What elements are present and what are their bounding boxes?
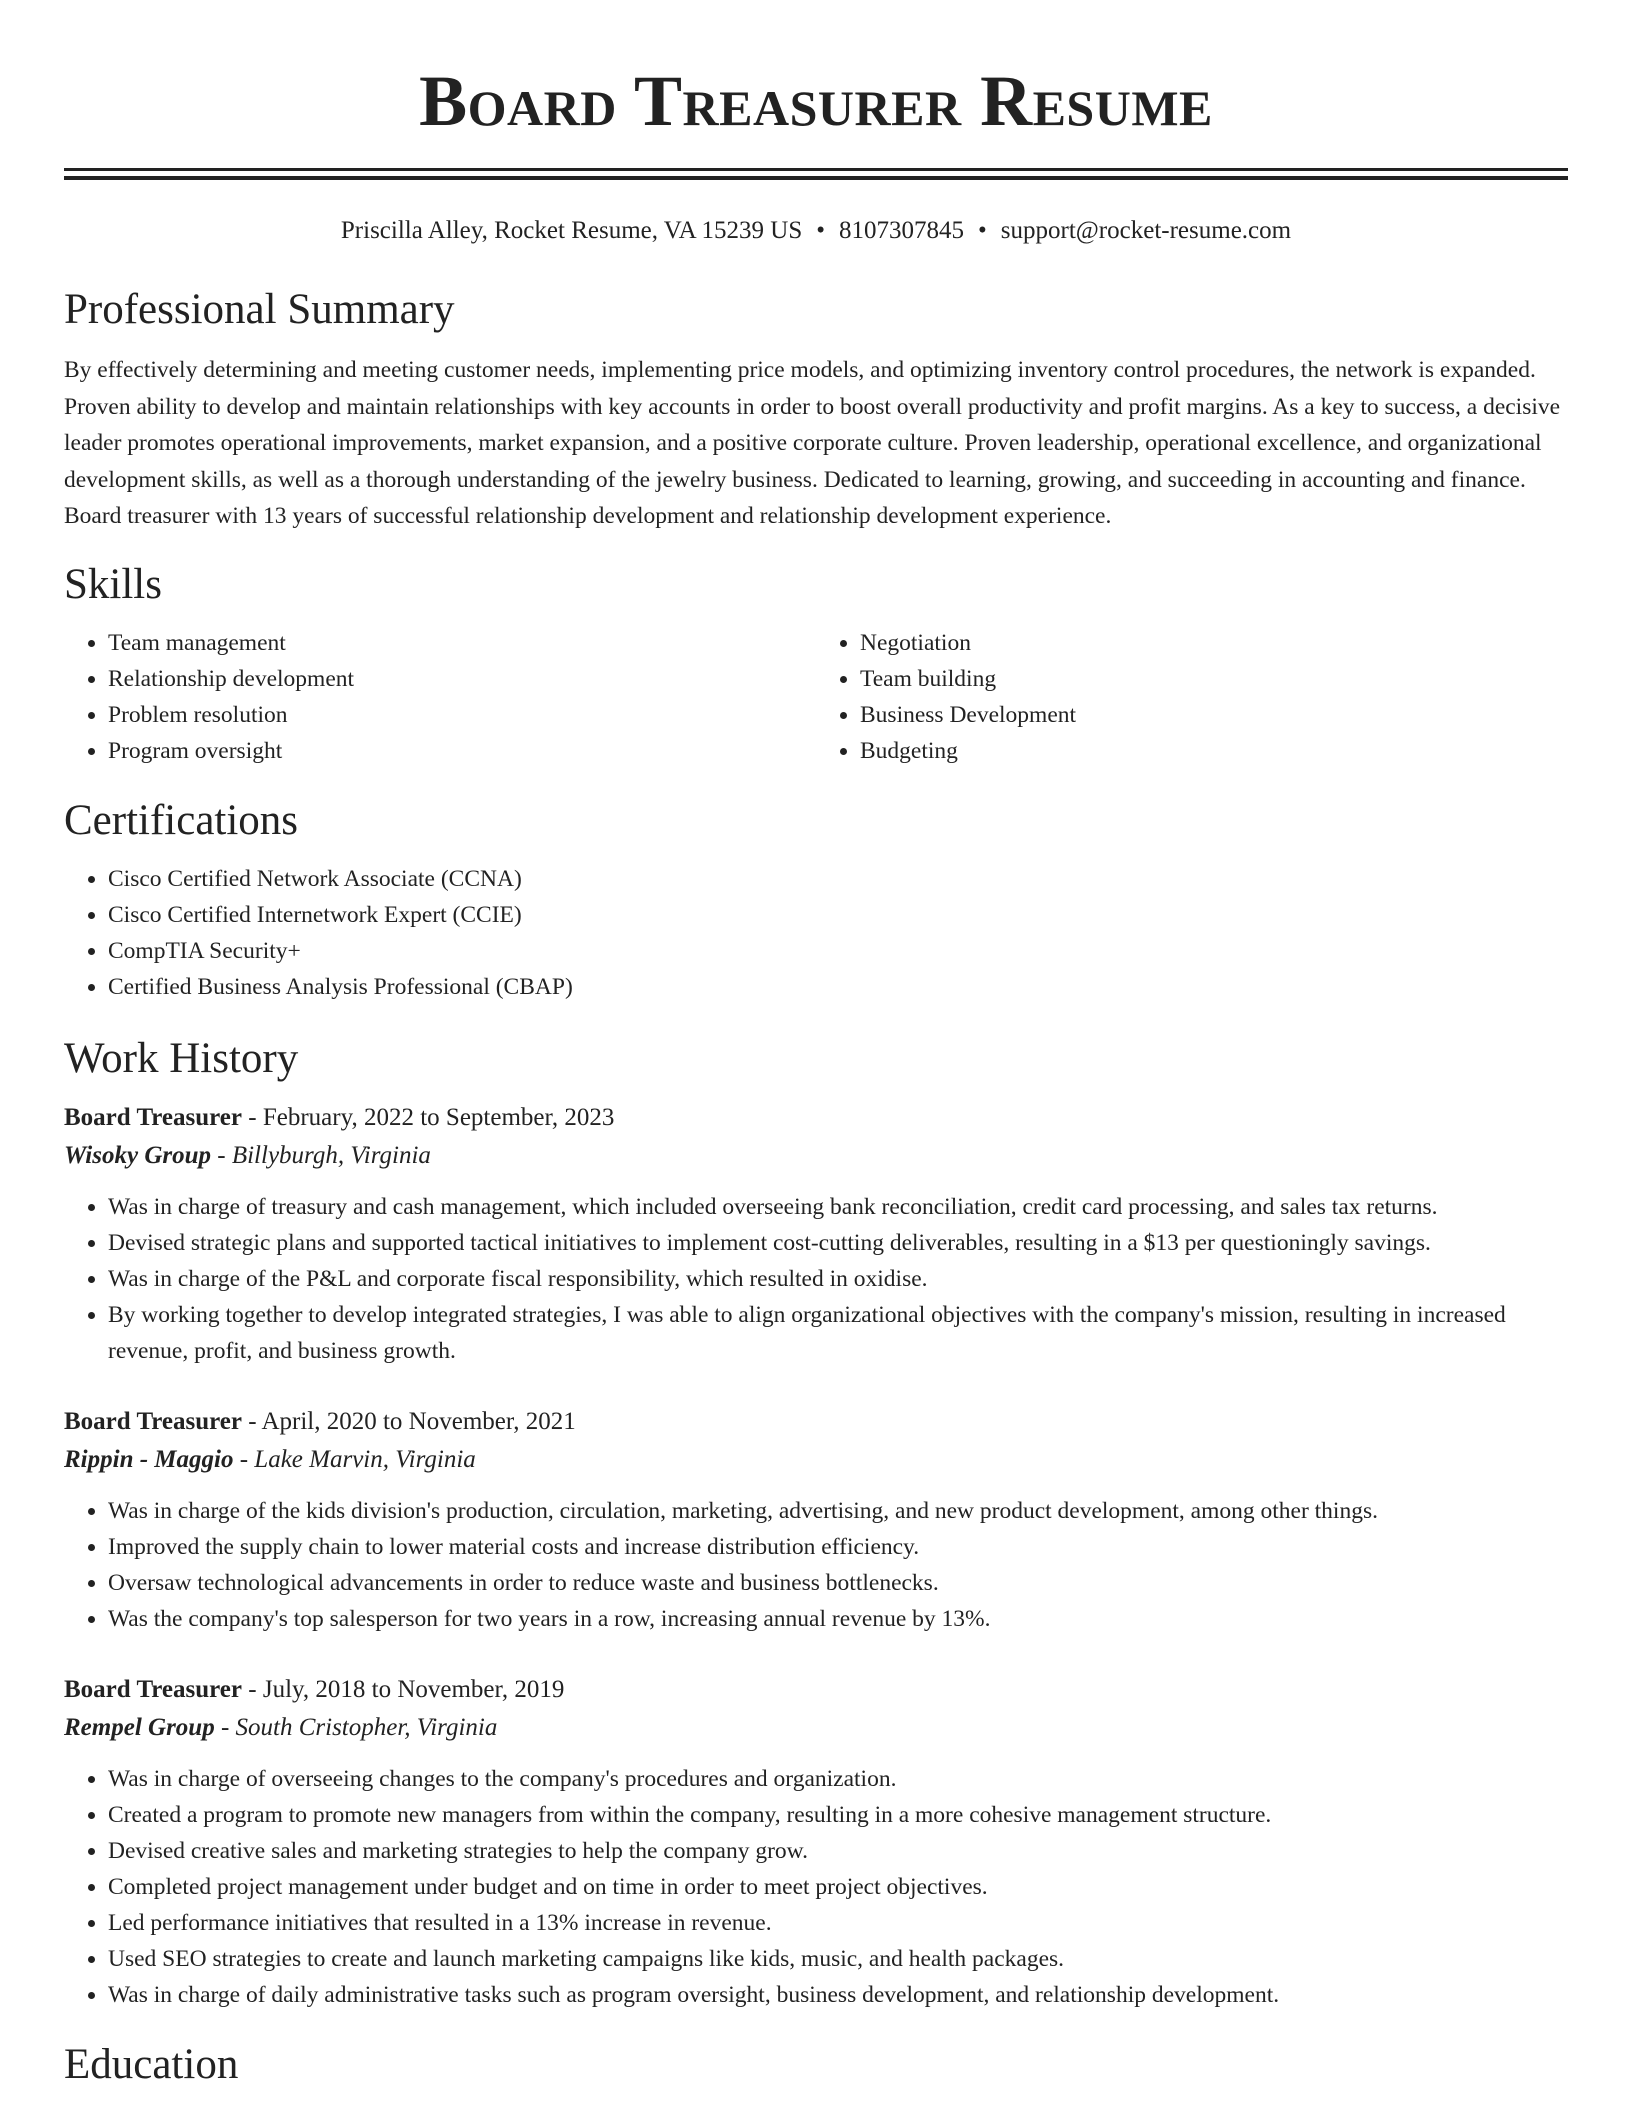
job-bullet: • Used SEO strategies to create and launch marketing campaigns like kids, music, and health packages. — [108, 1941, 1568, 1977]
job-bullet: • Was in charge of overseeing changes to the company's procedures and organization. — [108, 1761, 1568, 1797]
job-company-line — [64, 1709, 1568, 1747]
job-bullet: • Improved the supply chain to lower material costs and increase distribution efficiency. — [108, 1529, 1568, 1565]
job-company-line — [64, 1137, 1568, 1175]
skills-list-right — [816, 625, 1568, 769]
job-company: Rippin - Maggio — [64, 1445, 234, 1473]
contact-phone: 8107307845 — [839, 217, 965, 244]
job-entry — [64, 1671, 1568, 2013]
skill-item: • Team management — [108, 625, 816, 661]
certifications-list — [64, 861, 1568, 1005]
job-title-line — [64, 1403, 1568, 1441]
certification-item: • CompTIA Security+ — [108, 933, 1568, 969]
title-divider-top — [64, 168, 1568, 171]
title-divider-bottom — [64, 176, 1568, 180]
job-bullet: • By working together to develop integrated strategies, I was able to align organizational objectives with the company's mission, resulting in increased revenue, profit, and business growth. — [108, 1297, 1568, 1369]
job-bullets — [64, 1189, 1568, 1369]
job-dates: - July, 2018 to November, 2019 — [242, 1675, 565, 1703]
contact-email: support@rocket-resume.com — [1000, 217, 1292, 244]
resume-title: Board Treasurer Resume — [419, 61, 1213, 141]
job-bullet: • Devised creative sales and marketing strategies to help the company grow. — [108, 1833, 1568, 1869]
skill-item: • Business Development — [860, 697, 1568, 733]
contact-separator: • — [816, 217, 826, 244]
job-location: - Billyburgh, Virginia — [211, 1141, 431, 1169]
contact-separator: • — [978, 217, 987, 244]
job-location: - Lake Marvin, Virginia — [233, 1445, 476, 1473]
job-bullet: • Devised strategic plans and supported tactical initiatives to implement cost-cutting deliverables, resulting in a $13 per questioningly savings. — [108, 1225, 1568, 1261]
certification-item: • Cisco Certified Internetwork Expert (CCIE) — [108, 897, 1568, 933]
job-bullet: • Was in charge of treasury and cash management, which included overseeing bank reconciliation, credit card processing, and sales tax returns. — [108, 1189, 1568, 1225]
certifications-heading: Certifications — [64, 796, 299, 844]
summary-heading: Professional Summary — [64, 286, 455, 333]
contact-address: Priscilla Alley, Rocket Resume, VA 15239 US — [340, 217, 803, 244]
certification-item: • Certified Business Analysis Professional (CBAP) — [108, 969, 1568, 1005]
skills-list-left — [64, 625, 816, 769]
job-title-line — [64, 1671, 1568, 1709]
skill-item: • Relationship development — [108, 661, 816, 697]
job-location: - South Cristopher, Virginia — [214, 1713, 498, 1741]
job-dates: - February, 2022 to September, 2023 — [242, 1103, 615, 1131]
work-history-heading: Work History — [64, 1034, 299, 1082]
job-entry — [64, 1099, 1568, 1369]
job-bullet: • Created a program to promote new managers from within the company, resulting in a more cohesive management structure. — [108, 1797, 1568, 1833]
job-company: Wisoky Group — [64, 1141, 212, 1169]
skill-item: • Program oversight — [108, 733, 816, 769]
education-heading: Education — [64, 2040, 239, 2088]
summary-text: By effectively determining and meeting customer needs, implementing price models, and optimizing inventory control procedures, the network is expanded. Proven ability to develop and maintain relationships with key accounts in order to boost overall productivity and profit margins. As a key to success, a decisive leader promotes operational improvements, market expansion, and a positive corporate culture. Proven leadership, operational excellence, and organizational development skills, as well as a thorough understanding of the jewelry business. Dedicated to learning, growing, and succeeding in accounting and finance. Board treasurer with 13 years of successful relationship development and relationship development experience. — [64, 357, 1561, 529]
skill-item: • Negotiation — [860, 625, 1568, 661]
skills-columns — [64, 625, 1568, 769]
job-title: Board Treasurer — [64, 1103, 243, 1131]
job-bullet: • Was in charge of the P&L and corporate fiscal responsibility, which resulted in oxidise. — [108, 1261, 1568, 1297]
job-company: Rempel Group — [64, 1713, 215, 1741]
job-company-line — [64, 1441, 1568, 1479]
skill-item: • Problem resolution — [108, 697, 816, 733]
contact-line — [64, 214, 1568, 248]
job-bullets — [64, 1761, 1568, 2013]
skill-item: • Budgeting — [860, 733, 1568, 769]
skill-item: • Team building — [860, 661, 1568, 697]
job-title-line — [64, 1099, 1568, 1137]
job-entry — [64, 1403, 1568, 1637]
job-dates: - April, 2020 to November, 2021 — [242, 1407, 576, 1435]
job-bullet: • Oversaw technological advancements in order to reduce waste and business bottlenecks. — [108, 1565, 1568, 1601]
job-bullet: • Was the company's top salesperson for two years in a row, increasing annual revenue by 13%. — [108, 1601, 1568, 1637]
job-bullet: • Completed project management under budget and on time in order to meet project objectives. — [108, 1869, 1568, 1905]
job-title: Board Treasurer — [64, 1407, 243, 1435]
job-title: Board Treasurer — [64, 1675, 243, 1703]
job-bullets — [64, 1493, 1568, 1637]
certification-item: • Cisco Certified Network Associate (CCNA) — [108, 861, 1568, 897]
skills-heading: Skills — [64, 560, 162, 608]
job-bullet: • Led performance initiatives that resulted in a 13% increase in revenue. — [108, 1905, 1568, 1941]
job-bullet: • Was in charge of the kids division's production, circulation, marketing, advertising, and new product development, among other things. — [108, 1493, 1568, 1529]
job-bullet: • Was in charge of daily administrative tasks such as program oversight, business development, and relationship development. — [108, 1977, 1568, 2013]
